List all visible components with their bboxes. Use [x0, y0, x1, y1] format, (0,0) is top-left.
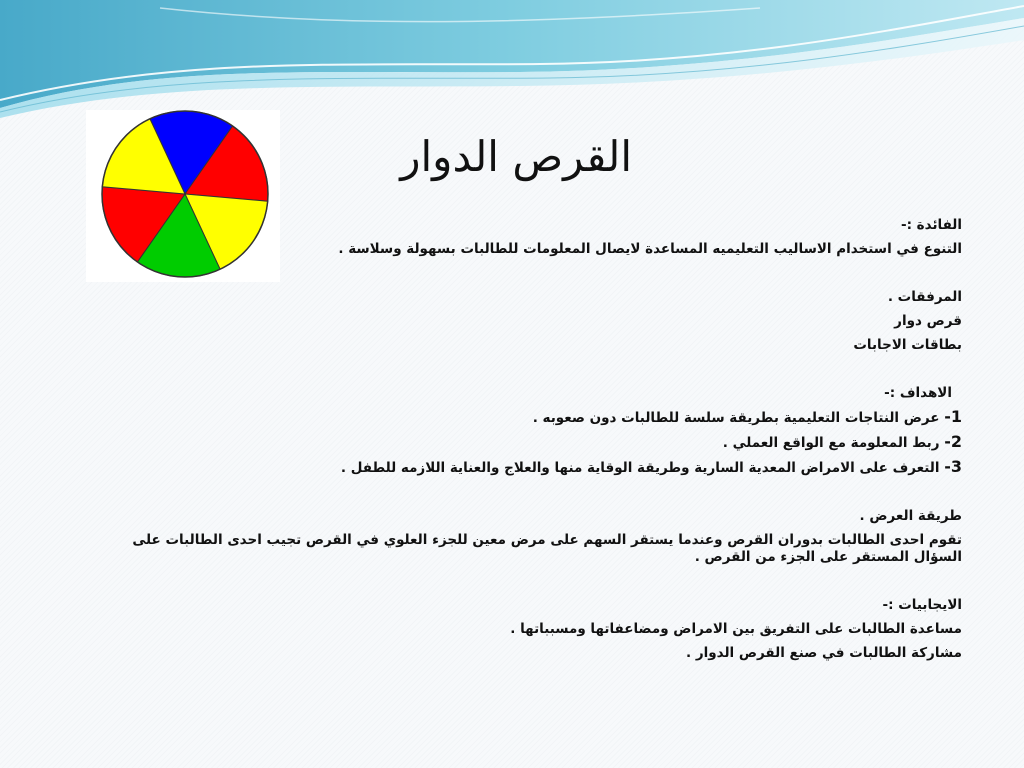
benefit-text: التنوع في استخدام الاساليب التعليميه المساعدة لايصال المعلومات للطالبات بسهولة وسلاسة . [338, 241, 962, 257]
slide-content [82, 213, 962, 665]
header-wave-decoration [0, 0, 1024, 120]
objective-item [82, 405, 962, 430]
attachment-item: بطاقات الاجابات [853, 337, 962, 353]
objective-text: ربط المعلومة مع الواقع العملي . [722, 435, 945, 451]
positive-item: مشاركة الطالبات في صنع القرص الدوار . [686, 645, 962, 661]
benefit-heading: الفائدة :- [900, 217, 962, 233]
attachment-item: قرص دوار [894, 313, 962, 329]
objective-number: 2- [944, 432, 962, 451]
objective-item [82, 430, 962, 455]
objective-item [82, 455, 962, 480]
positive-item: مساعدة الطالبات على التفريق بين الامراض ومضاعفاتها ومسبباتها . [510, 621, 962, 637]
method-text: تقوم احدى الطالبات بدوران القرص وعندما يستقر السهم على مرض معين للجزء العلوي في القرص تجيب احدى الطالبات على السؤال المستقر على الجزء من القرص . [132, 532, 962, 565]
positives-heading: الايجابيات :- [882, 597, 962, 613]
objective-number: 1- [944, 407, 962, 426]
objective-text: التعرف على الامراض المعدية السارية وطريقة الوقاية منها والعلاج والعناية اللازمه للطفل . [340, 460, 945, 476]
page-title: القرص الدوار [400, 132, 632, 181]
objective-number: 3- [944, 457, 962, 476]
objective-text: عرض النتاجات التعليمية بطريقة سلسة للطالبات دون صعوبه . [532, 410, 945, 426]
method-heading: طريقة العرض . [859, 508, 962, 524]
objectives-heading: الاهداف :- [884, 385, 952, 401]
attachments-heading: المرفقات . [887, 289, 962, 305]
